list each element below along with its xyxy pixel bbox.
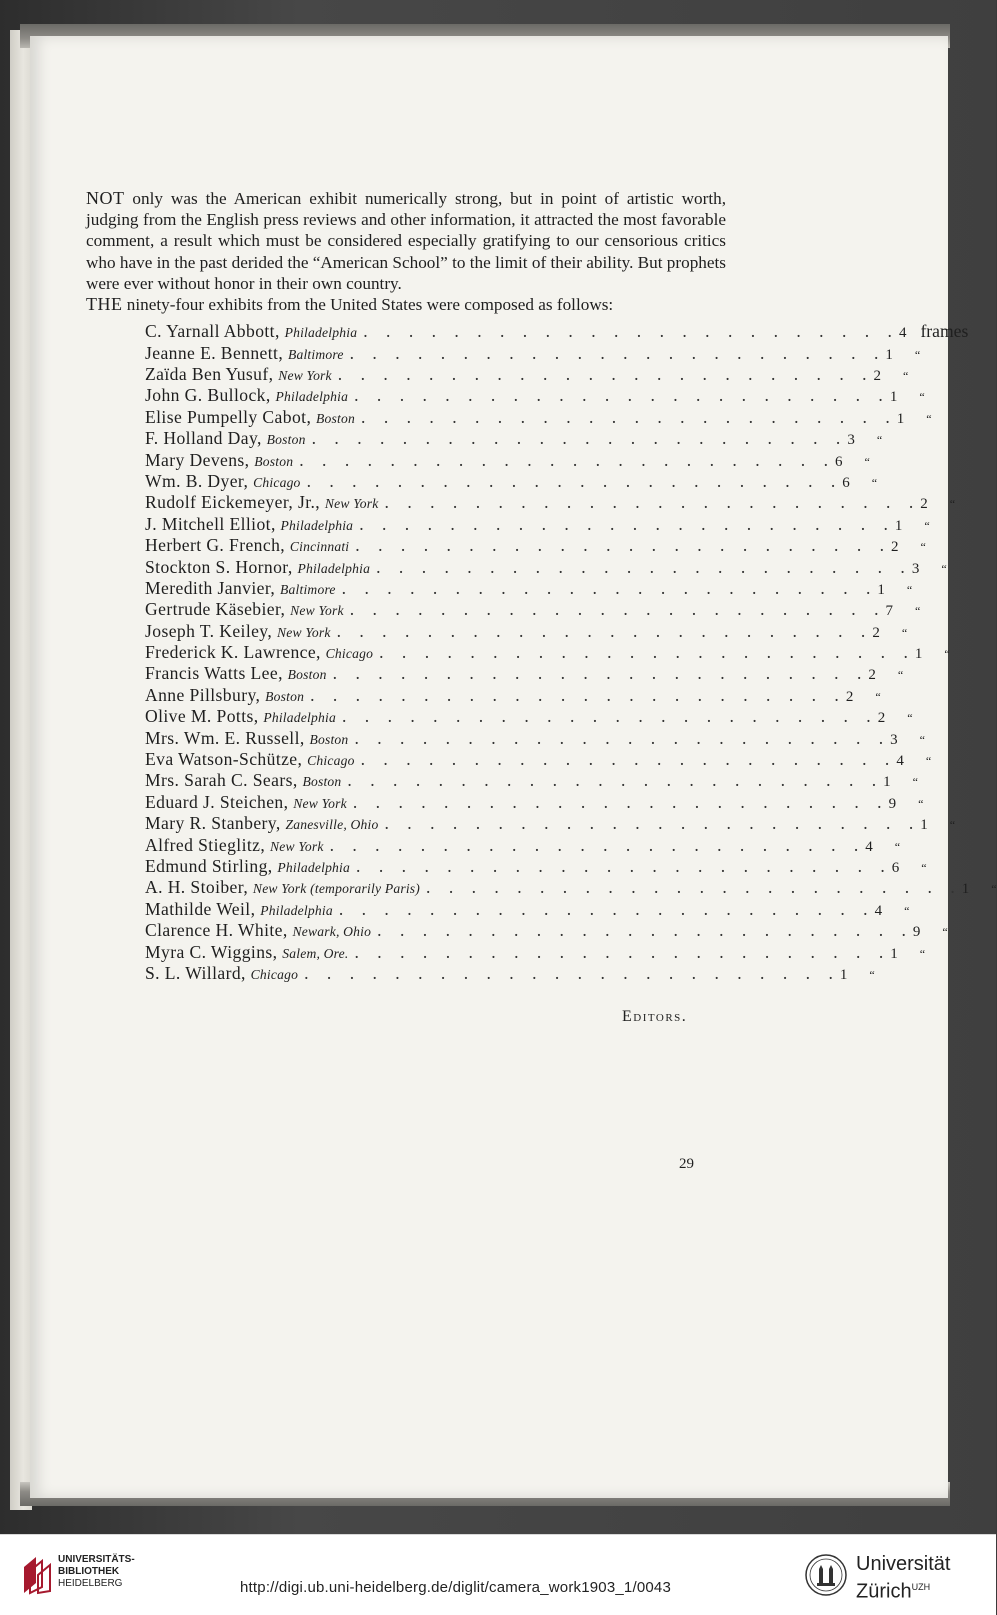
exhibitor-city: New York (269, 838, 324, 854)
book-spine (10, 30, 32, 1510)
exhibitor-row (86, 577, 913, 599)
leader-dots: . . . . . . . . . . . . . . . . . . . . . . . . (336, 620, 873, 641)
frame-count: 4 (898, 325, 907, 342)
exhibitor-entry (145, 963, 298, 984)
exhibitor-name: A. H. Stoiber, (145, 877, 253, 898)
frame-count: 3 (847, 432, 855, 449)
exhibitor-row (86, 321, 969, 342)
exhibitor-name: Stockton S. Hornor, (145, 556, 298, 577)
exhibitor-name: John G. Bullock, (145, 385, 276, 406)
leader-dots: . . . . . . . . . . . . . . . . . . . . . . . . (384, 492, 921, 513)
ub-line-3: HEIDELBERG (58, 1578, 123, 1589)
leader-dots: . . . . . . . . . . . . . . . . . . . . . . . . (359, 513, 895, 534)
leader-dots: . . . . . . . . . . . . . . . . . . . . . . . . (379, 642, 915, 663)
frame-count: 2 (920, 496, 928, 513)
ditto-mark: “ (869, 967, 875, 982)
leader-dots: . . . . . . . . . . . . . . . . . . . . . . . . (347, 770, 884, 791)
exhibitor-name: Wm. B. Dyer, (145, 470, 254, 491)
exhibitor-row (86, 470, 878, 492)
exhibitor-row (86, 770, 918, 791)
exhibitor-row (86, 492, 956, 513)
frame-count: 1 (896, 410, 905, 427)
leader-dots: . . . . . . . . . . . . . . . . . . . . . . . . (354, 385, 890, 406)
source-url-link[interactable]: http://digi.ub.uni-heidelberg.de/diglit/camera_work1903_1/0043 (240, 1579, 672, 1596)
exhibitor-entry (145, 706, 336, 727)
ditto-mark: “ (904, 903, 910, 918)
exhibitor-row (86, 834, 901, 856)
exhibitor-row (86, 791, 924, 813)
exhibitor-row (86, 406, 932, 428)
exhibitor-name: J. Mitchell Elliot, (145, 513, 281, 534)
paragraph-lead-word: NOT (86, 188, 125, 208)
ditto-mark: “ (926, 411, 932, 426)
ditto-mark: “ (894, 839, 901, 854)
ditto-mark: “ (924, 518, 930, 533)
exhibitor-name: S. L. Willard, (145, 962, 251, 983)
exhibitor-city: Boston (287, 667, 327, 683)
exhibitor-name: Mrs. Wm. E. Russell, (145, 727, 310, 748)
leader-dots: . . . . . . . . . . . . . . . . . . . . . . . . (377, 920, 913, 941)
exhibitor-row (86, 513, 930, 535)
exhibitor-row (86, 385, 925, 406)
signature-editors: Editors. (622, 1008, 688, 1025)
leader-dots: . . . . . . . . . . . . . . . . . . . . . . . . (384, 813, 921, 834)
ditto-mark: “ (907, 711, 913, 726)
digitization-footer (0, 1534, 996, 1615)
book-page (30, 36, 997, 1498)
exhibitor-entry (145, 578, 336, 599)
frame-count: 2 (845, 688, 854, 705)
exhibitor-entry (145, 450, 293, 471)
exhibitor-city: Philadelphia (275, 389, 349, 405)
ditto-mark: “ (875, 689, 881, 704)
exhibitor-entry (145, 920, 371, 941)
frame-count: 1 (914, 646, 923, 663)
frame-count: 2 (891, 539, 899, 556)
leader-dots: . . . . . . . . . . . . . . . . . . . . . . . . (337, 364, 874, 384)
leader-dots: . . . . . . . . . . . . . . . . . . . . . . . . (310, 684, 846, 705)
page-number: 29 (679, 1156, 694, 1172)
exhibitor-name: Edmund Stirling, (145, 855, 278, 876)
exhibitor-row (86, 941, 926, 963)
leader-dots: . . . . . . . . . . . . . . . . . . . . . . . . (356, 855, 892, 876)
exhibitor-row (86, 663, 904, 684)
frame-count: 4 (896, 753, 904, 770)
ditto-mark: “ (949, 818, 956, 833)
leader-dots: . . . . . . . . . . . . . . . . . . . . . . . . (306, 470, 843, 491)
leader-dots: . . . . . . . . . . . . . . . . . . . . . . . . (376, 556, 912, 577)
frame-count: 2 (873, 368, 882, 384)
leader-dots: . . . . . . . . . . . . . . . . . . . . . . . . (341, 706, 878, 727)
exhibitor-entry (145, 385, 348, 406)
exhibitor-entry (145, 663, 327, 684)
exhibitor-row (86, 855, 927, 877)
exhibitor-city: New York (278, 368, 332, 383)
exhibitor-name: Mrs. Sarah C. Sears, (145, 770, 303, 791)
exhibitor-city: New York (290, 603, 344, 619)
exhibitor-entry (145, 813, 379, 834)
ditto-mark: “ (942, 925, 948, 940)
ub-line-2: BIBLIOTHEK (58, 1566, 120, 1577)
ditto-mark: “ (901, 625, 908, 640)
exhibitor-name: Zaïda Ben Yusuf, (145, 364, 279, 384)
leader-dots: . . . . . . . . . . . . . . . . . . . . . . . . (341, 577, 878, 598)
exhibitor-row (86, 620, 908, 642)
exhibitor-entry (145, 749, 355, 770)
exhibitor-name: Mary Devens, (145, 449, 255, 470)
exhibitor-city: Boston (309, 731, 349, 747)
ditto-mark: “ (920, 540, 926, 555)
leader-dots: . . . . . . . . . . . . . . . . . . . . . . . . (426, 877, 962, 898)
frame-count: 6 (842, 474, 850, 491)
exhibitor-entry (145, 792, 347, 813)
exhibitor-entry (145, 428, 306, 449)
ditto-mark: “ (876, 433, 883, 448)
exhibitor-name: F. Holland Day, (145, 428, 267, 449)
exhibitor-city: New York (293, 795, 347, 811)
exhibitor-row (86, 428, 883, 449)
exhibitor-name: Meredith Janvier, (145, 577, 280, 598)
ub-line-1: UNIVERSITÄTS- (58, 1554, 135, 1565)
exhibitor-entry (145, 407, 355, 428)
ditto-mark: “ (941, 561, 947, 576)
ditto-mark: “ (919, 390, 925, 405)
leader-dots: . . . . . . . . . . . . . . . . . . . . . . . . (355, 535, 892, 556)
exhibitor-name: Clarence H. White, (145, 920, 293, 941)
exhibitor-entry (145, 343, 344, 364)
frame-count: 1 (894, 517, 903, 534)
leader-dots: . . . . . . . . . . . . . . . . . . . . . . . . (329, 834, 866, 855)
exhibitor-name: Alfred Stieglitz, (145, 834, 270, 855)
uzh-seal-icon (804, 1553, 848, 1597)
leader-dots: . . . . . . . . . . . . . . . . . . . . . . . . (332, 663, 869, 684)
list-intro-paragraph (86, 294, 726, 315)
uzh-line-2-text: Zürich (856, 1580, 912, 1603)
leader-dots: . . . . . . . . . . . . . . . . . . . . . . . . (354, 941, 891, 962)
exhibitor-name: Jeanne E. Bennett, (145, 342, 288, 363)
paragraph-lead-word: THE (86, 294, 123, 315)
exhibitor-name: C. Yarnall Abbott, (145, 321, 285, 342)
leader-dots: . . . . . . . . . . . . . . . . . . . . . . . . (304, 962, 840, 983)
exhibitor-entry (145, 321, 357, 342)
ditto-mark: “ (903, 369, 909, 383)
exhibitor-city: Baltimore (280, 581, 336, 597)
frame-count: 1 (877, 581, 885, 598)
exhibitor-entry (145, 557, 370, 578)
exhibitor-entry (145, 942, 349, 963)
uzh-superscript: UZH (911, 1582, 931, 1592)
frame-count: 1 (920, 817, 928, 834)
exhibitor-entry (145, 770, 341, 791)
ditto-mark: “ (906, 582, 913, 597)
leader-dots: . . . . . . . . . . . . . . . . . . . . . . . . (361, 406, 897, 427)
exhibitor-row (86, 342, 921, 364)
exhibitor-name: Joseph T. Keiley, (145, 620, 277, 641)
exhibitor-entry (145, 621, 331, 642)
exhibitor-name: Eduard J. Steichen, (145, 791, 294, 812)
frame-count: 6 (891, 859, 900, 876)
frame-count: 1 (890, 945, 898, 962)
exhibitor-row (86, 727, 925, 749)
frame-count: 3 (911, 560, 920, 577)
ditto-mark: “ (925, 754, 932, 769)
uzh-line-1: Universität (856, 1553, 951, 1575)
leader-dots: . . . . . . . . . . . . . . . . . . . . . . . . (349, 342, 886, 363)
frame-count: 6 (834, 453, 843, 470)
exhibitor-city: Chicago (253, 474, 301, 490)
exhibitor-entry (145, 492, 379, 513)
ditto-mark: “ (871, 475, 878, 490)
frame-count: 1 (883, 774, 891, 791)
ub-heidelberg-logo-icon (20, 1553, 54, 1595)
leader-dots: . . . . . . . . . . . . . . . . . . . . . . . . (299, 449, 835, 470)
frame-count: 1 (885, 346, 893, 363)
exhibitor-city: Philadelphia (284, 325, 358, 341)
leader-dots: . . . . . . . . . . . . . . . . . . . . . . . . (354, 727, 891, 748)
exhibitor-entry (145, 685, 304, 706)
exhibitor-name: Myra C. Wiggins, (145, 941, 283, 962)
ditto-mark: “ (897, 668, 904, 683)
ditto-mark: “ (918, 796, 924, 811)
ditto-mark: “ (912, 775, 918, 790)
frames-unit: frames (920, 321, 969, 342)
exhibitor-city: Salem, Ore. (282, 945, 349, 961)
exhibitor-entry (145, 856, 350, 877)
ditto-mark: “ (919, 946, 926, 961)
exhibitor-city: Philadelphia (297, 560, 371, 576)
exhibitor-row (86, 684, 881, 706)
exhibitor-city: Philadelphia (260, 902, 333, 918)
exhibitor-city: Baltimore (287, 346, 344, 362)
exhibitor-row (86, 364, 909, 385)
exhibitor-row (86, 813, 956, 834)
page-content (86, 188, 997, 984)
paragraph-text: only was the American exhibit numerically strong, but in point of artistic worth, judging from the English press reviews and other information, it attracted the most favorable comment, a result which must be considered especially gratifying to our censorious critics who have in the past derided the “American School” to the limit of their ability. But prophets were ever without honor in their own country. (86, 189, 726, 293)
leader-dots: . . . . . . . . . . . . . . . . . . . . . . . . (338, 898, 875, 919)
exhibitor-name: Elise Pumpelly Cabot, (145, 406, 317, 427)
exhibitor-name: Gertrude Käsebier, (145, 599, 291, 620)
frame-count: 2 (868, 667, 876, 684)
exhibitor-city: Philadelphia (280, 517, 354, 533)
paragraph-text: ninety-four exhibits from the United States were composed as follows: (122, 295, 614, 315)
intro-paragraph (86, 188, 726, 294)
leader-dots: . . . . . . . . . . . . . . . . . . . . . . . . (363, 321, 899, 342)
exhibitor-entry (145, 599, 344, 620)
frame-count: 2 (877, 710, 886, 727)
exhibitor-entry (145, 642, 373, 663)
exhibitor-list (86, 321, 997, 984)
exhibitor-city: Boston (266, 432, 306, 448)
frame-count: 9 (888, 795, 897, 812)
exhibitor-city: Chicago (325, 646, 374, 662)
leader-dots: . . . . . . . . . . . . . . . . . . . . . . . . (352, 791, 889, 812)
exhibitor-city: New York (324, 496, 379, 512)
exhibitor-entry (145, 364, 332, 385)
exhibitor-city: Chicago (307, 753, 355, 769)
uzh-name (856, 1553, 950, 1604)
ditto-mark: “ (919, 732, 925, 747)
ditto-mark: “ (914, 604, 921, 619)
exhibitor-row (86, 642, 950, 663)
exhibitor-name: Anne Pillsbury, (145, 684, 266, 705)
exhibitor-entry (145, 877, 420, 898)
ub-heidelberg-name (58, 1554, 135, 1590)
exhibitor-name: Herbert G. French, (145, 535, 290, 556)
exhibitor-city: Cincinnati (289, 539, 350, 555)
uzh-line-2 (856, 1576, 950, 1604)
frame-count: 1 (839, 966, 848, 983)
exhibitor-name: Frederick K. Lawrence, (145, 642, 326, 663)
exhibitor-row (86, 449, 870, 471)
exhibitor-city: Newark, Ohio (292, 924, 372, 940)
exhibitor-row (86, 962, 875, 984)
exhibitor-name: Rudolf Eickemeyer, Jr., (145, 492, 325, 513)
exhibitor-entry (145, 728, 348, 749)
frame-count: 9 (912, 924, 921, 941)
exhibitor-city: New York (temporarily Paris) (252, 881, 421, 897)
exhibitor-row (86, 749, 932, 770)
exhibitor-row (86, 556, 947, 578)
ditto-mark: “ (914, 347, 921, 362)
frame-count: 4 (874, 902, 883, 919)
ditto-mark: “ (921, 860, 927, 875)
exhibitor-name: Olive M. Potts, (145, 706, 264, 727)
ditto-mark: “ (864, 454, 870, 469)
exhibitor-city: Chicago (250, 966, 299, 982)
exhibitor-city: Boston (302, 774, 342, 790)
exhibitor-row (86, 898, 910, 920)
frame-count: 4 (865, 838, 873, 855)
frame-count: 3 (890, 731, 898, 748)
exhibitor-city: Boston (254, 453, 294, 469)
frame-count: 7 (885, 603, 893, 620)
ditto-mark: “ (991, 882, 997, 897)
exhibitor-row (86, 920, 948, 941)
exhibitor-entry (145, 471, 301, 492)
exhibitor-city: Zanesville, Ohio (285, 817, 379, 833)
exhibitor-row (86, 877, 997, 898)
exhibitor-name: Eva Watson-Schütze, (145, 749, 308, 770)
ditto-mark: “ (949, 497, 956, 512)
exhibitor-entry (145, 514, 353, 535)
exhibitor-row (86, 599, 921, 620)
exhibitor-city: Boston (316, 410, 356, 426)
exhibitor-name: Francis Watts Lee, (145, 663, 288, 684)
leader-dots: . . . . . . . . . . . . . . . . . . . . . . . . (311, 428, 848, 449)
exhibitor-row (86, 535, 926, 556)
exhibitor-row (86, 706, 913, 727)
exhibitor-city: Philadelphia (263, 710, 336, 726)
exhibitor-city: Philadelphia (277, 859, 351, 875)
frame-count: 1 (961, 881, 970, 898)
frame-count: 2 (872, 624, 880, 641)
exhibitor-city: New York (276, 624, 331, 640)
ditto-mark: “ (944, 647, 950, 662)
exhibitor-entry (145, 535, 349, 556)
exhibitor-city: Boston (265, 688, 305, 704)
exhibitor-name: Mary R. Stanbery, (145, 813, 286, 834)
exhibitor-name: Mathilde Weil, (145, 898, 261, 919)
leader-dots: . . . . . . . . . . . . . . . . . . . . . . . . (349, 599, 886, 620)
leader-dots: . . . . . . . . . . . . . . . . . . . . . . . . (360, 749, 897, 770)
exhibitor-entry (145, 835, 324, 856)
frame-count: 1 (889, 389, 898, 406)
exhibitor-entry (145, 899, 333, 920)
